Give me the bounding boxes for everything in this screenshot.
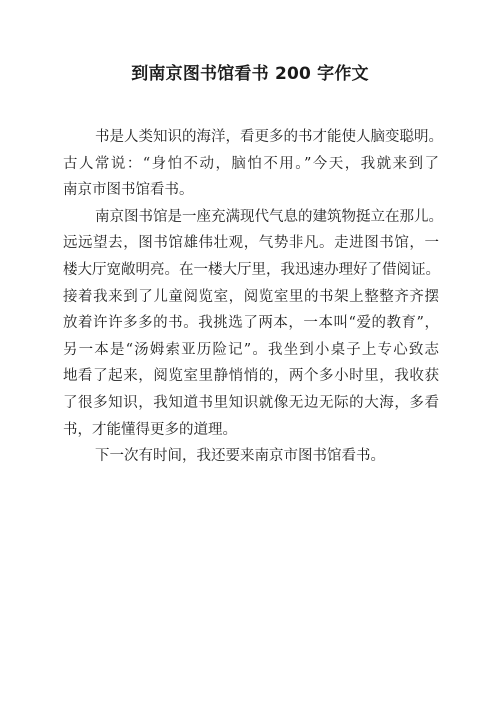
text-line: 楼大厅宽敞明亮。在一楼大厅里，我迅速办理好了借阅证。 — [63, 261, 440, 278]
text-line: 远远望去，图书馆雄伟壮观，气势非凡。走进图书馆，一 — [63, 235, 439, 252]
paragraph — [63, 204, 443, 443]
text-line: 南京图书馆是一座充满现代气息的建筑物挺立在那儿。 — [95, 208, 443, 225]
paragraph — [63, 443, 439, 470]
text-line: 地看了起来，阅览室里静悄悄的，两个多小时里，我收获 — [63, 368, 439, 385]
text-line: 另一本是“汤姆索亚历险记”。我坐到小桌子上专心致志 — [63, 341, 439, 358]
text-line: 古人常说：“身怕不动，脑怕不用。”今天，我就来到了 — [63, 155, 439, 172]
text-line: 书，才能懂得更多的道理。 — [63, 421, 237, 438]
text-line: 下一次有时间，我还要来南京市图书馆看书。 — [95, 448, 385, 465]
document-title: 到南京图书馆看书 200 字作文 — [131, 64, 369, 84]
essay-body — [63, 124, 443, 470]
paragraph — [63, 124, 443, 204]
text-line: 放着许许多多的书。我挑选了两本，一本叫“爱的教育”， — [63, 315, 439, 332]
text-line: 了很多知识，我知道书里知识就像无边无际的大海，多看 — [63, 394, 439, 411]
text-line: 南京市图书馆看书。 — [63, 182, 194, 199]
text-line: 接着我来到了儿童阅览室，阅览室里的书架上整整齐齐摆 — [63, 288, 439, 305]
text-line: 书是人类知识的海洋，看更多的书才能使人脑变聪明。 — [95, 129, 443, 145]
